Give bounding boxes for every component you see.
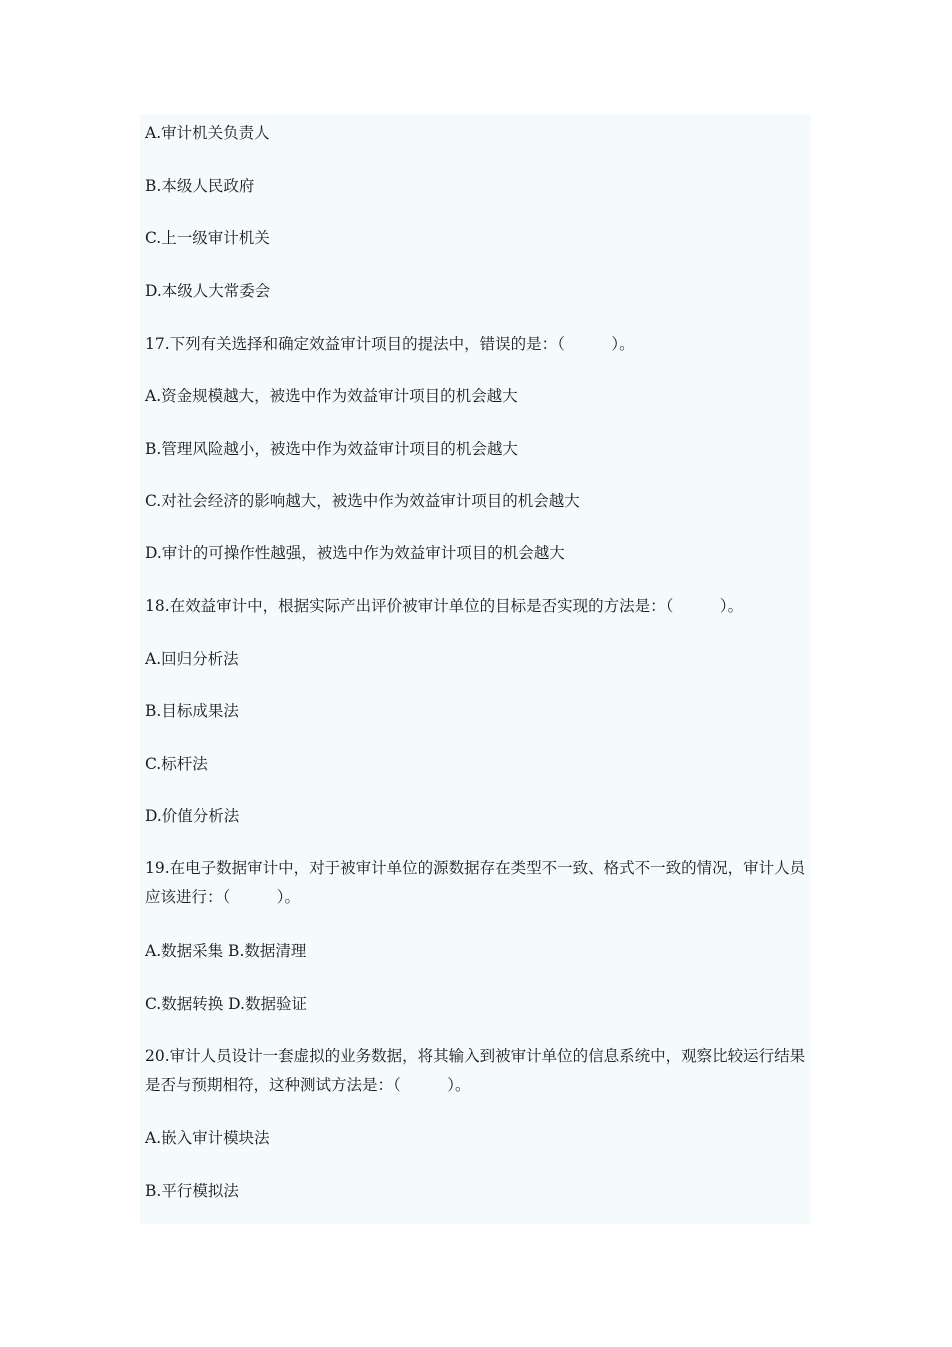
question-17: 17.下列有关选择和确定效益审计项目的提法中，错误的是：（ ）。 — [145, 335, 635, 353]
q17-option-b: B.管理风险越小，被选中作为效益审计项目的机会越大 — [145, 440, 518, 458]
q18-option-d: D.价值分析法 — [145, 807, 240, 825]
question-18: 18.在效益审计中，根据实际产出评价被审计单位的目标是否实现的方法是：（ ）。 — [145, 597, 744, 615]
q16-option-c: C.上一级审计机关 — [145, 229, 270, 247]
q19-options-ab: A.数据采集 B.数据清理 — [145, 942, 307, 960]
q17-option-a: A.资金规模越大，被选中作为效益审计项目的机会越大 — [145, 387, 518, 405]
q17-option-d: D.审计的可操作性越强，被选中作为效益审计项目的机会越大 — [145, 544, 565, 562]
question-20: 20.审计人员设计一套虚拟的业务数据，将其输入到被审计单位的信息系统中，观察比较运行结果是否与预期相符，这种测试方法是：（ ）。 — [145, 1047, 806, 1094]
q16-option-b: B.本级人民政府 — [145, 177, 255, 195]
q19-options-cd: C.数据转换 D.数据验证 — [145, 995, 307, 1013]
q18-option-b: B.目标成果法 — [145, 702, 239, 720]
q20-option-a: A.嵌入审计模块法 — [145, 1129, 270, 1147]
q17-option-c: C.对社会经济的影响越大，被选中作为效益审计项目的机会越大 — [145, 492, 580, 510]
question-19: 19.在电子数据审计中，对于被审计单位的源数据存在类型不一致、格式不一致的情况，审计人员应该进行：（ ）。 — [145, 859, 806, 906]
q16-option-a: A.审计机关负责人 — [145, 124, 270, 142]
q20-option-b: B.平行模拟法 — [145, 1182, 239, 1200]
q18-option-c: C.标杆法 — [145, 755, 208, 773]
q18-option-a: A.回归分析法 — [145, 650, 239, 668]
q16-option-d: D.本级人大常委会 — [145, 282, 271, 300]
